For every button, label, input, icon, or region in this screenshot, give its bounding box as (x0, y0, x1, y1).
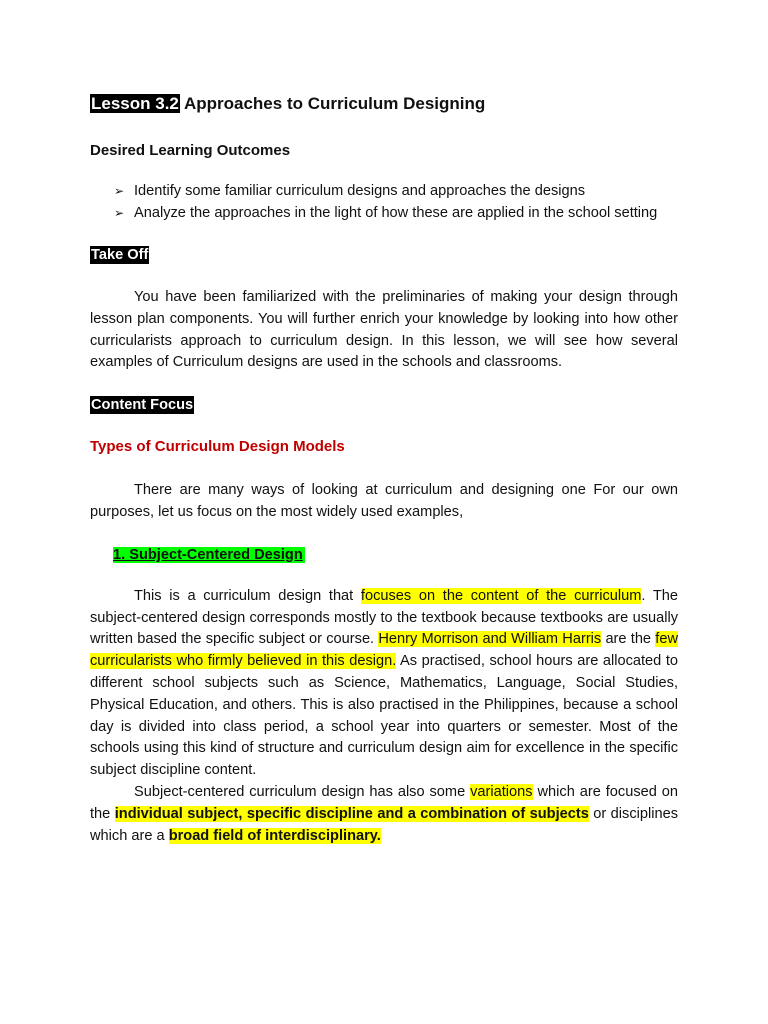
highlight-bold-text: broad field of interdisciplinary. (168, 827, 381, 844)
content-focus-label: Content Focus (91, 397, 194, 414)
take-off-paragraph: You have been familiarized with the preliminaries of making your design through lesson plan components. You will further enrich your knowledge by looking into how other curricularists approach to curriculum design. In this lesson, we will see how several examples of Curriculum designs are used in the schools and classrooms. (90, 289, 678, 371)
outcome-item: ➢ Identify some familiar curriculum designs and approaches the designs (114, 180, 678, 202)
text-run: This is a curriculum design that (134, 587, 361, 604)
lesson-title (90, 92, 678, 116)
highlight-text: Henry Morrison and William Harris (378, 631, 602, 648)
text-run: Subject-centered curriculum design has also some (134, 783, 471, 800)
text-run: which are focused on the (90, 783, 678, 822)
text-run: are the (601, 631, 656, 648)
highlight-text: few curricularists who firmly believed in this design. (90, 631, 678, 670)
highlight-text: focuses on the content of the curriculum (360, 587, 642, 604)
subject-centered-paragraph-1 (90, 586, 678, 782)
text-run: As practised, school hours are allocated to different school subjects such as Science, Mathematics, Language, Social Studies, Physical Education, and others. This is also practised in the Philippines, because a school day is divided into class period, a school year into quarters or semester. Most of the schools using this kind of structure and curriculum design aim for excellence in the specific subject discipline content. (90, 653, 679, 779)
intro-paragraph: There are many ways of looking at curriculum and designing one For our own purposes, let us focus on the most widely used examples, (90, 482, 678, 520)
lesson-title-text: Approaches to Curriculum Designing (183, 94, 486, 113)
desired-outcomes-heading: Desired Learning Outcomes (90, 142, 291, 159)
highlight-text: variations (470, 783, 533, 800)
outcomes-list (90, 180, 678, 224)
text-run: . The subject-centered design corresponds mostly to the textbook because textbooks are usually written based the specific subject or course. (90, 587, 678, 648)
take-off-label: Take Off (91, 247, 149, 263)
subject-centered-heading: 1. Subject-Centered Design (113, 546, 303, 563)
subject-centered-paragraph-2 (90, 782, 678, 847)
outcome-item: ➢ Analyze the approaches in the light of how these are applied in the school setting (114, 202, 678, 224)
section-subheading: Types of Curriculum Design Models (90, 438, 345, 456)
lesson-number: Lesson 3.2 (91, 94, 179, 113)
highlight-bold-text: individual subject, specific discipline and a combination of subjects (114, 805, 589, 822)
text-run: or disciplines which are a (90, 805, 678, 844)
